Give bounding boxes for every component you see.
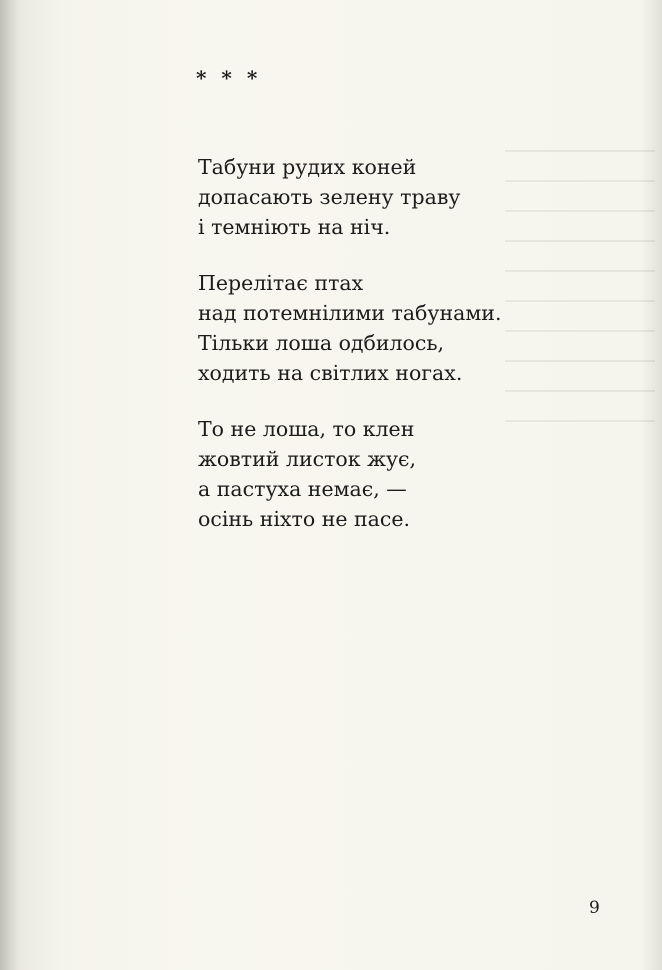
poem-line: жовтий листок жує,	[198, 447, 417, 471]
poem-line: Табуни рудих коней	[198, 155, 417, 179]
poem-line: над потемнілими табунами.	[198, 301, 502, 325]
spine-shadow	[0, 0, 18, 970]
stanza-2	[198, 268, 618, 388]
poem-line: і темніють на ніч.	[198, 215, 391, 239]
section-ornament: * * *	[196, 66, 262, 90]
page-number: 9	[589, 898, 600, 918]
stanza-1	[198, 152, 618, 242]
poem-line: Тільки лоша одбилось,	[198, 331, 445, 355]
poem-line: Перелітає птах	[198, 271, 364, 295]
poem-line: осінь ніхто не пасе.	[198, 507, 411, 531]
stanza-3	[198, 414, 618, 534]
poem-line: а пастуха немає, —	[198, 477, 407, 501]
poem-line: То не лоша, то клен	[198, 417, 415, 441]
poem-line: допасають зелену траву	[198, 185, 461, 209]
poem	[198, 152, 618, 560]
poem-line: ходить на світлих ногах.	[198, 361, 463, 385]
